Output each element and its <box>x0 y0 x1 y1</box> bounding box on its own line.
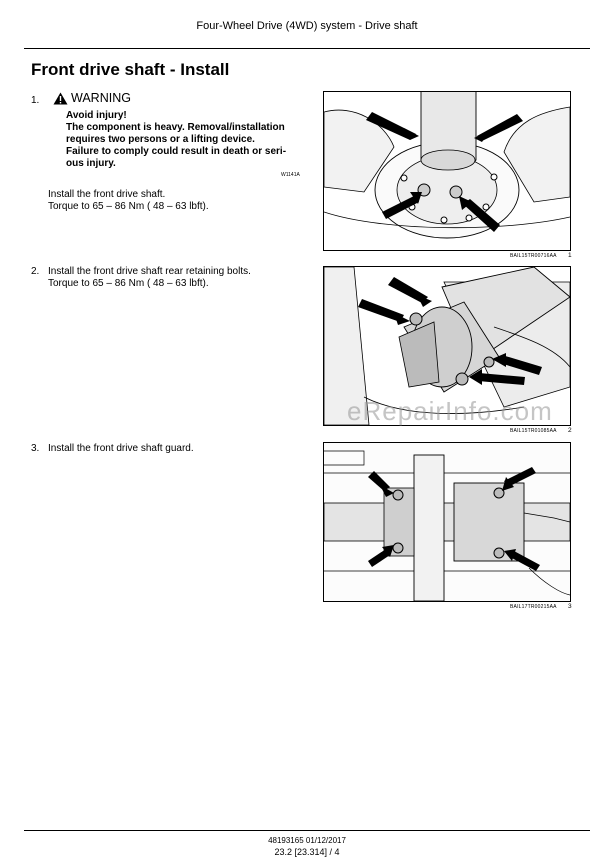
footer-doc-info: 48193165 01/12/2017 <box>268 836 346 845</box>
step-2-line: Torque to 65 – 86 Nm ( 48 – 63 lbft). <box>48 278 209 289</box>
page-header-title: Four-Wheel Drive (4WD) system - Drive shaft <box>196 20 418 32</box>
step-3-text <box>48 443 194 455</box>
warning-heading <box>53 91 131 105</box>
step-2-text <box>48 266 251 290</box>
warning-text <box>66 110 306 170</box>
warning-code: W1141A <box>281 172 300 178</box>
warning-line: The component is heavy. Removal/installation <box>66 122 285 133</box>
warning-icon <box>53 92 68 105</box>
footer-page-number: 23.2 [23.314] / 4 <box>274 847 340 857</box>
figure-1-image <box>323 91 571 251</box>
warning-line: Failure to comply could result in death or seri- <box>66 146 287 157</box>
step-1-line: Torque to 65 – 86 Nm ( 48 – 63 lbft). <box>48 201 209 212</box>
step-1-line: Install the front drive shaft. <box>48 189 166 200</box>
step-2-number: 2. <box>31 266 40 277</box>
figure-3-code: BAIL17TR00215AA <box>510 604 557 610</box>
header-rule <box>24 48 590 49</box>
figure-1-code: BAIL15TR00716AA <box>510 253 557 259</box>
footer-rule <box>24 830 590 831</box>
warning-line: Avoid injury! <box>66 110 127 121</box>
step-2-line: Install the front drive shaft rear retaining bolts. <box>48 266 251 277</box>
step-1-number: 1. <box>31 95 40 106</box>
figure-2-number: 2 <box>568 427 572 434</box>
warning-line: ous injury. <box>66 158 116 169</box>
step-1-text <box>48 189 209 213</box>
warning-line: requires two persons or a lifting device. <box>66 134 255 145</box>
warning-label: WARNING <box>71 91 131 105</box>
step-3-line: Install the front drive shaft guard. <box>48 443 194 454</box>
figure-3-number: 3 <box>568 603 572 610</box>
figure-2-code: BAIL15TR01085AA <box>510 428 557 434</box>
figure-1-number: 1 <box>568 252 572 259</box>
figure-3-image <box>323 442 571 602</box>
watermark-brand: eRepairInfo.com <box>347 396 553 426</box>
step-3-number: 3. <box>31 443 40 454</box>
section-title: Front drive shaft - Install <box>31 60 230 79</box>
